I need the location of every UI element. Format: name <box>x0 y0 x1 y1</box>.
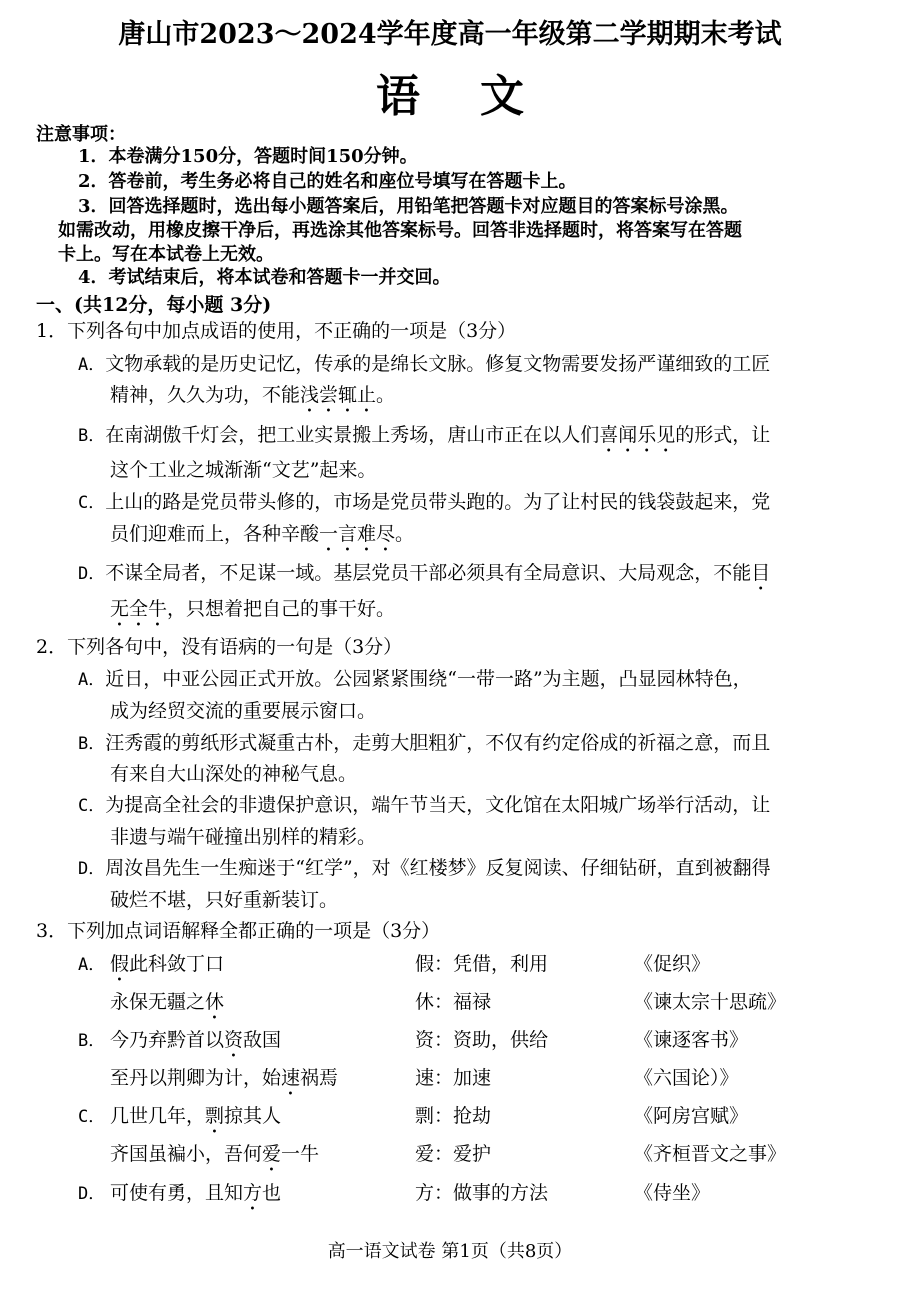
option-text: ，只想着把自己的事干好。 <box>167 598 396 620</box>
q3-row-gloss: 剽：抢劫 <box>415 1105 492 1127</box>
option-text: 精神，久久为功，不能 <box>110 384 301 406</box>
phrase-text: 几世几年， <box>110 1105 206 1127</box>
phrase-text: 可使有勇，且知 <box>110 1182 244 1204</box>
subject-title: 语文 <box>376 71 584 122</box>
option-text: 为提高全社会的非遗保护意识，端午节当天，文化馆在太阳城广场举行活动，让 <box>105 794 771 816</box>
q3-row-source: 《谏逐客书》 <box>634 1029 749 1051</box>
option-letter: B． <box>78 426 106 446</box>
dotted-idiom: 无全牛 <box>110 598 168 620</box>
note-item: 如需改动，用橡皮擦干净后，再选涂其他答案标号。回答非选择题时，将答案写在答题 <box>58 220 742 241</box>
q3-row-gloss: 爱：爱护 <box>415 1143 492 1165</box>
q2-option-c-line2: 非遗与端午碰撞出别样的精彩。 <box>110 826 377 848</box>
phrase-text: 掠其人 <box>224 1105 282 1127</box>
q1-option-c-line2 <box>110 521 414 556</box>
q2-option-d <box>78 855 771 882</box>
dotted-idiom: 浅尝辄止 <box>300 384 377 406</box>
note-item: 卡上。写在本试卷上无效。 <box>58 244 274 265</box>
phrase-text: 至丹以荆卿为计，始 <box>110 1067 282 1089</box>
phrase-text: 今乃弃黔首以 <box>110 1029 225 1051</box>
option-text: 的形式，让 <box>675 424 771 446</box>
q3-row-source: 《谏太宗十思疏》 <box>634 991 787 1013</box>
option-text: 在南湖傲千灯会，把工业实景搬上秀场，唐山市正在以人们 <box>105 424 600 446</box>
q3-row-phrase <box>78 1063 338 1100</box>
dotted-idiom: 一言难尽 <box>319 523 396 545</box>
q1-option-d-line2 <box>110 596 395 631</box>
option-text: 近日，中亚公园正式开放。公园紧紧围绕“一带一路”为主题，凸显园林特色， <box>105 668 752 690</box>
q3-row-phrase <box>78 1101 281 1138</box>
dotted-word: 资 <box>224 1029 244 1051</box>
q2-option-a-line2: 成为经贸交流的重要展示窗口。 <box>110 700 377 722</box>
option-letter: C． <box>78 796 106 816</box>
dotted-word: 假 <box>110 953 130 975</box>
phrase-text: 永保无疆之 <box>110 991 206 1013</box>
q3-row-source: 《侍坐》 <box>634 1182 711 1204</box>
q1-option-b <box>78 422 770 457</box>
notes-heading: 注意事项： <box>36 124 126 145</box>
q3-row-source: 《齐桓晋文之事》 <box>634 1143 787 1165</box>
q3-row-source: 《促织》 <box>634 953 711 975</box>
q3-row-phrase <box>78 949 224 986</box>
dotted-word: 休 <box>205 991 225 1013</box>
q1-option-b-line2: 这个工业之城渐渐“文艺”起来。 <box>110 459 377 481</box>
q3-row-gloss: 方：做事的方法 <box>415 1182 549 1204</box>
q3-row-phrase <box>78 987 224 1024</box>
dotted-word: 速 <box>281 1067 301 1089</box>
q2-option-a <box>78 666 752 693</box>
q3-row-phrase <box>78 1025 281 1062</box>
option-text: 。 <box>395 523 415 545</box>
option-text: 不谋全局者，不足谋一域。基层党员干部必须具有全局意识、大局观念，不能 <box>105 562 752 584</box>
q3-row-gloss: 速：加速 <box>415 1067 492 1089</box>
option-letter: D． <box>78 859 106 879</box>
option-text: 汪秀霞的剪纸形式凝重古朴，走剪大胆粗犷，不仅有约定俗成的祈福之意，而且 <box>105 732 771 754</box>
option-letter: D． <box>78 1184 106 1204</box>
option-letter: C． <box>78 1107 106 1127</box>
q3-row-gloss: 资：资助，供给 <box>415 1029 549 1051</box>
dotted-word: 方 <box>243 1182 263 1204</box>
q2-option-d-line2: 破烂不堪，只好重新装订。 <box>110 889 339 911</box>
q3-row-phrase <box>78 1139 319 1176</box>
option-letter: A． <box>78 955 106 975</box>
option-text: 周汝昌先生一生痴迷于“红学”，对《红楼梦》反复阅读、仔细钻研，直到被翻得 <box>105 857 771 879</box>
option-letter: B． <box>78 1031 106 1051</box>
question-3-stem: 3．下列加点词语解释全都正确的一项是（3分） <box>36 920 441 942</box>
note-item: 2．答卷前，考生务必将自己的姓名和座位号填写在答题卡上。 <box>78 171 577 192</box>
phrase-text: 此科敛丁口 <box>129 953 225 975</box>
phrase-text: 敌国 <box>243 1029 282 1051</box>
q3-row-gloss: 休：福禄 <box>415 991 492 1013</box>
q2-option-b-line2: 有来自大山深处的神秘气息。 <box>110 763 358 785</box>
question-1-stem: 1．下列各句中加点成语的使用，不正确的一项是（3分） <box>36 320 517 342</box>
option-letter: A． <box>78 355 106 375</box>
page-footer: 高一语文试卷 第1页（共8页） <box>327 1241 573 1262</box>
option-text: 文物承载的是历史记忆，传承的是绵长文脉。修复文物需要发扬严谨细致的工匠 <box>105 353 771 375</box>
note-item: 4．考试结束后，将本试卷和答题卡一并交回。 <box>78 267 451 288</box>
exam-title: 唐山市2023～2024学年度高一年级第二学期期末考试 <box>118 19 782 50</box>
phrase-text: 祸焉 <box>300 1067 339 1089</box>
phrase-text: 也 <box>262 1182 282 1204</box>
dotted-word: 剽 <box>205 1105 225 1127</box>
q1-option-c <box>78 489 770 516</box>
option-letter: C． <box>78 493 106 513</box>
option-text: 上山的路是党员带头修的，市场是党员带头跑的。为了让村民的钱袋鼓起来，党 <box>105 491 771 513</box>
q1-option-a <box>78 351 770 378</box>
dotted-idiom: 喜闻乐见 <box>599 424 676 446</box>
q1-option-a-line2 <box>110 382 395 417</box>
q1-option-d <box>78 560 770 595</box>
phrase-text: 齐国虽褊小，吾何 <box>110 1143 263 1165</box>
dotted-idiom: 目 <box>751 562 771 584</box>
phrase-text: 一牛 <box>281 1143 320 1165</box>
dotted-word: 爱 <box>262 1143 282 1165</box>
q2-option-c <box>78 792 770 819</box>
q3-row-gloss: 假：凭借，利用 <box>415 953 549 975</box>
option-letter: D． <box>78 564 106 584</box>
option-text: 员们迎难而上，各种辛酸 <box>110 523 320 545</box>
section-heading: 一、(共12分，每小题 3分) <box>36 294 272 316</box>
q2-option-b <box>78 730 770 757</box>
q3-row-source: 《阿房宫赋》 <box>634 1105 749 1127</box>
option-letter: B． <box>78 734 106 754</box>
option-letter: A． <box>78 670 106 690</box>
note-item: 1．本卷满分150分，答题时间150分钟。 <box>78 146 418 167</box>
q3-row-source: 《六国论）》 <box>634 1067 739 1089</box>
q3-row-phrase <box>78 1178 281 1215</box>
note-item: 3．回答选择题时，选出每小题答案后，用铅笔把答题卡对应题目的答案标号涂黑。 <box>78 196 739 217</box>
option-text: 。 <box>376 384 396 406</box>
question-2-stem: 2．下列各句中，没有语病的一句是（3分） <box>36 636 403 658</box>
